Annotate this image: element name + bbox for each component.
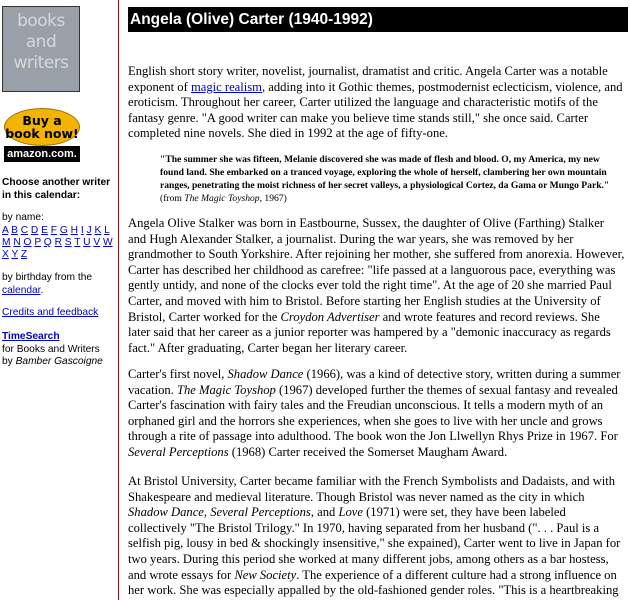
amazon-buy-button[interactable] [4, 108, 80, 162]
logo-text: books and writers [13, 11, 69, 73]
bio3-magazine: New Society [234, 567, 297, 582]
timesearch-link[interactable]: TimeSearch [2, 331, 60, 342]
books-and-writers-logo[interactable] [2, 6, 80, 92]
bio3-text-c: . The experience of a different culture had a strong influence on her work. She was especially appalled by the old-fashioned gender roles. "This is a heartbreaking [128, 567, 619, 598]
letter-link-r[interactable]: R [54, 237, 62, 248]
bio2-text-a: Carter's first novel, [128, 367, 228, 381]
letter-link-t[interactable]: T [74, 237, 81, 248]
quote-source-year: , 1967) [259, 193, 287, 204]
letter-link-a[interactable]: A [2, 225, 9, 236]
by-name-label: by name: [2, 212, 44, 223]
letter-link-i[interactable]: I [80, 225, 84, 236]
bio2-title-3: Several Perceptions [128, 444, 229, 459]
bio2-text-c: (1967) developed further the themes of sexual fantasy and revealed Carter's fascination with fairy tales and the Freudian unconscious. It tells a modern myth of an orphaned girl and the horrors she experiences, when she goes to live with her uncle and grows through a rite of passage into adulthood. The book won the Jon Llwellyn Rhys Prize in 1967. For [128, 382, 618, 444]
intro-text-a: English short story writer, novelist, journalist, dramatist and critic. Angela Carter was a notable exponent of [128, 64, 608, 94]
calendar-link[interactable]: calendar [2, 284, 41, 296]
letter-link-v[interactable]: V [93, 237, 101, 248]
bio3-title-2: Several Perceptions [210, 505, 311, 520]
letter-link-n[interactable]: N [13, 237, 21, 248]
bio3-title-3: Love [338, 505, 363, 520]
bio-paragraph-2 [128, 367, 625, 461]
letter-link-d[interactable]: D [30, 225, 39, 236]
bio1-text-b: and wrote features and record reviews. She later said that her career as a junior reporter was hampered by a "demonic inaccuracy as regards fact." After graduating, Carter began her literary career. [128, 309, 611, 355]
bio3-text-a: At Bristol University, Carter became familiar with the French Symbolists and Dadaists, and with Shakespeare and medieval literature. Though Bristol was never named as the city in which [128, 474, 616, 504]
intro-text-b: , adding into it Gothic themes, postmodernist eclecticism, violence, and eroticism. Throughout her career, Carter utilized the language and characteristic motifs of the fantasy genre. "A good writer can make you believe time stands still," she once said. Carter completed nine novels. She died in 1992 at the age of fifty-one. [128, 79, 623, 141]
letter-index [2, 225, 116, 261]
calendar-period: . [40, 284, 44, 296]
credits-feedback-link[interactable]: Credits and feedback [2, 307, 99, 318]
timesearch-block [2, 331, 116, 369]
bio3-and: , and [310, 505, 339, 520]
bio3-comma: , [203, 505, 211, 520]
letter-link-j[interactable]: J [86, 225, 92, 236]
letter-link-o[interactable]: O [23, 237, 32, 248]
letter-link-l[interactable]: L [104, 225, 110, 236]
bio1-newspaper: Croydon Advertiser [280, 309, 380, 324]
bio2-title-1: Shadow Dance [227, 367, 304, 381]
magic-realism-link[interactable]: magic realism [190, 79, 262, 94]
letter-link-z[interactable]: Z [20, 249, 28, 260]
letter-link-c[interactable]: C [20, 225, 29, 236]
timesearch-subtitle: for Books and Writers [2, 343, 100, 355]
quote-text: "The summer she was fifteen, Melanie discovered she was made of flesh and blood. O, my America, my new found land. She embarked on a tranced voyage, exploring the whole of herself, clambering her own mountain ranges, penetrating the moist richness of her secret valleys, a physiological Cortez, da Gama or Mungo Park." [160, 154, 610, 191]
credits-feedback-row [2, 307, 116, 320]
bio-paragraph-3 [128, 474, 625, 599]
letter-link-k[interactable]: K [94, 225, 102, 236]
intro-paragraph [128, 64, 625, 142]
letter-link-h[interactable]: H [70, 225, 78, 236]
letter-link-x[interactable]: X [2, 249, 9, 260]
letter-link-y[interactable]: Y [11, 249, 19, 260]
page-title: Angela (Olive) Carter (1940-1992) [128, 7, 628, 32]
author-name: Bamber Gascoigne [15, 356, 103, 367]
bio2-title-2: The Magic Toyshop [176, 382, 276, 397]
bio2-text-d: (1968) Carter received the Somerset Maugham Award. [228, 444, 508, 459]
bio3-text-b: (1971) were set, they have been labeled collectively "The Bristol Trilogy." In 1970, having separated from her husband (". . . Paul is a selfish pig, lousy in bed & shockingly insensitive," she expained), Carter went to live in Japan for two years. During this period she worked at many different jobs, among others as a bar hostess, and wrote essays for [128, 505, 621, 582]
by-birthday-label: by birthday from the [2, 272, 93, 283]
by-label: by [2, 356, 13, 367]
by-birthday-text [2, 272, 116, 297]
letter-link-q[interactable]: Q [43, 237, 52, 248]
letter-link-p[interactable]: P [34, 237, 41, 248]
letter-link-w[interactable]: W [102, 237, 113, 248]
choose-writer-heading: Choose another writer in this calendar: [2, 177, 111, 201]
letter-link-g[interactable]: G [59, 225, 68, 236]
bio1-text-a: Angela Olive Stalker was born in Eastbourne, Sussex, the daughter of Olive (Farthing) Stalker and Hugh Alexander Stalker, a journalist. During the war years, she was removed by her grandmother to South Yorkshire. After rejoining her mother, she suffered from anorexia. However, Carter has described her childhood as carefree: "life passed at a languorous pace, everything was gently untidy, and none of the clocks ever told the right time". At the age of 20 she married Paul Carter, and moved with him to Bristol. Before starting her English studies at the University of Bristol, Carter worked for the [128, 216, 625, 324]
letter-link-m[interactable]: M [2, 237, 11, 248]
letter-link-f[interactable]: F [50, 225, 57, 236]
letter-link-u[interactable]: U [83, 237, 91, 248]
amazon-logo: amazon.com. [4, 146, 80, 162]
quote-source-title: The Magic Toyshop [184, 193, 260, 204]
bio-paragraph-1 [128, 216, 625, 356]
sidebar [0, 0, 118, 600]
bio2-text-b: (1966), was a kind of detective story, written during a summer vacation. [128, 367, 621, 397]
letter-link-b[interactable]: B [11, 225, 18, 236]
bio3-title-1: Shadow Dance [128, 505, 204, 520]
letter-link-e[interactable]: E [41, 225, 48, 236]
letter-link-s[interactable]: S [64, 237, 72, 248]
sidebar-divider [118, 0, 119, 600]
quote-from: (from [160, 193, 185, 204]
quote-block [160, 153, 622, 205]
amazon-badge: Buy a book now! [4, 108, 80, 146]
